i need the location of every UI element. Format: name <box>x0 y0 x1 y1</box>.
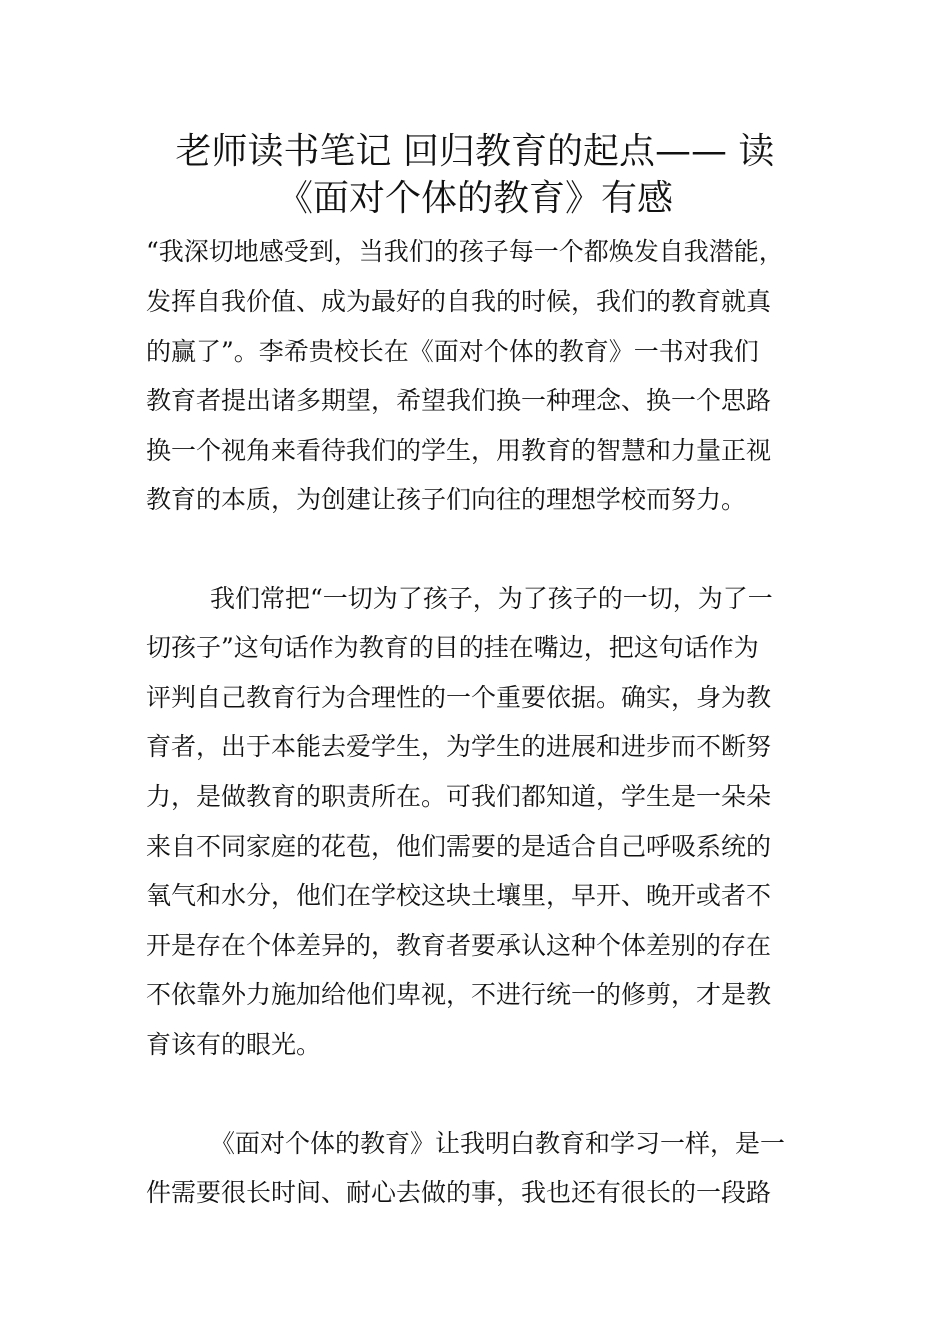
paragraph-2-line-7: 氧气和水分，他们在学校这块土壤里，早开、晚开或者不 <box>146 881 772 910</box>
paragraph-2-line-4: 育者，出于本能去爱学生，为学生的进展和进步而不断努 <box>146 732 772 761</box>
paragraph-1-line-6: 教育的本质，为创建让孩子们向往的理想学校而努力。 <box>146 485 747 514</box>
paragraph-2-line-1: 我们常把“一切为了孩子，为了孩子的一切，为了一 <box>210 584 773 613</box>
paragraph-3-line-1: 《面对个体的教育》让我明白教育和学习一样，是一 <box>210 1129 786 1158</box>
document-title-line-1: 老师读书笔记 回归教育的起点—— 读 <box>175 131 775 172</box>
paragraph-2-line-5: 力，是做教育的职责所在。可我们都知道，学生是一朵朵 <box>146 782 772 811</box>
paragraph-2-line-6: 来自不同家庭的花苞，他们需要的是适合自己呼吸系统的 <box>146 832 772 861</box>
paragraph-2-line-2: 切孩子”这句话作为教育的目的挂在嘴边，把这句话作为 <box>146 633 759 662</box>
paragraph-2-line-9: 不依靠外力施加给他们卑视，不进行统一的修剪，才是教 <box>146 980 772 1009</box>
paragraph-2-line-8: 开是存在个体差异的，教育者要承认这种个体差别的存在 <box>146 931 772 960</box>
paragraph-1-line-2: 发挥自我价值、成为最好的自我的时候，我们的教育就真 <box>146 287 772 316</box>
paragraph-1-line-4: 教育者提出诸多期望，希望我们换一种理念、换一个思路 <box>146 386 772 415</box>
paragraph-1-line-1: “我深切地感受到，当我们的孩子每一个都焕发自我潜能， <box>146 237 784 266</box>
paragraph-1-line-5: 换一个视角来看待我们的学生，用教育的智慧和力量正视 <box>146 436 772 465</box>
document-title-line-2: 《面对个体的教育》有感 <box>276 178 673 219</box>
paragraph-3-line-2: 件需要很长时间、耐心去做的事，我也还有很长的一段路 <box>146 1178 772 1207</box>
paragraph-2-line-3: 评判自己教育行为合理性的一个重要依据。确实，身为教 <box>146 683 772 712</box>
paragraph-1-line-3: 的赢了”。李希贵校长在《面对个体的教育》一书对我们 <box>146 337 759 366</box>
paragraph-2-line-10: 育该有的眼光。 <box>146 1030 322 1059</box>
